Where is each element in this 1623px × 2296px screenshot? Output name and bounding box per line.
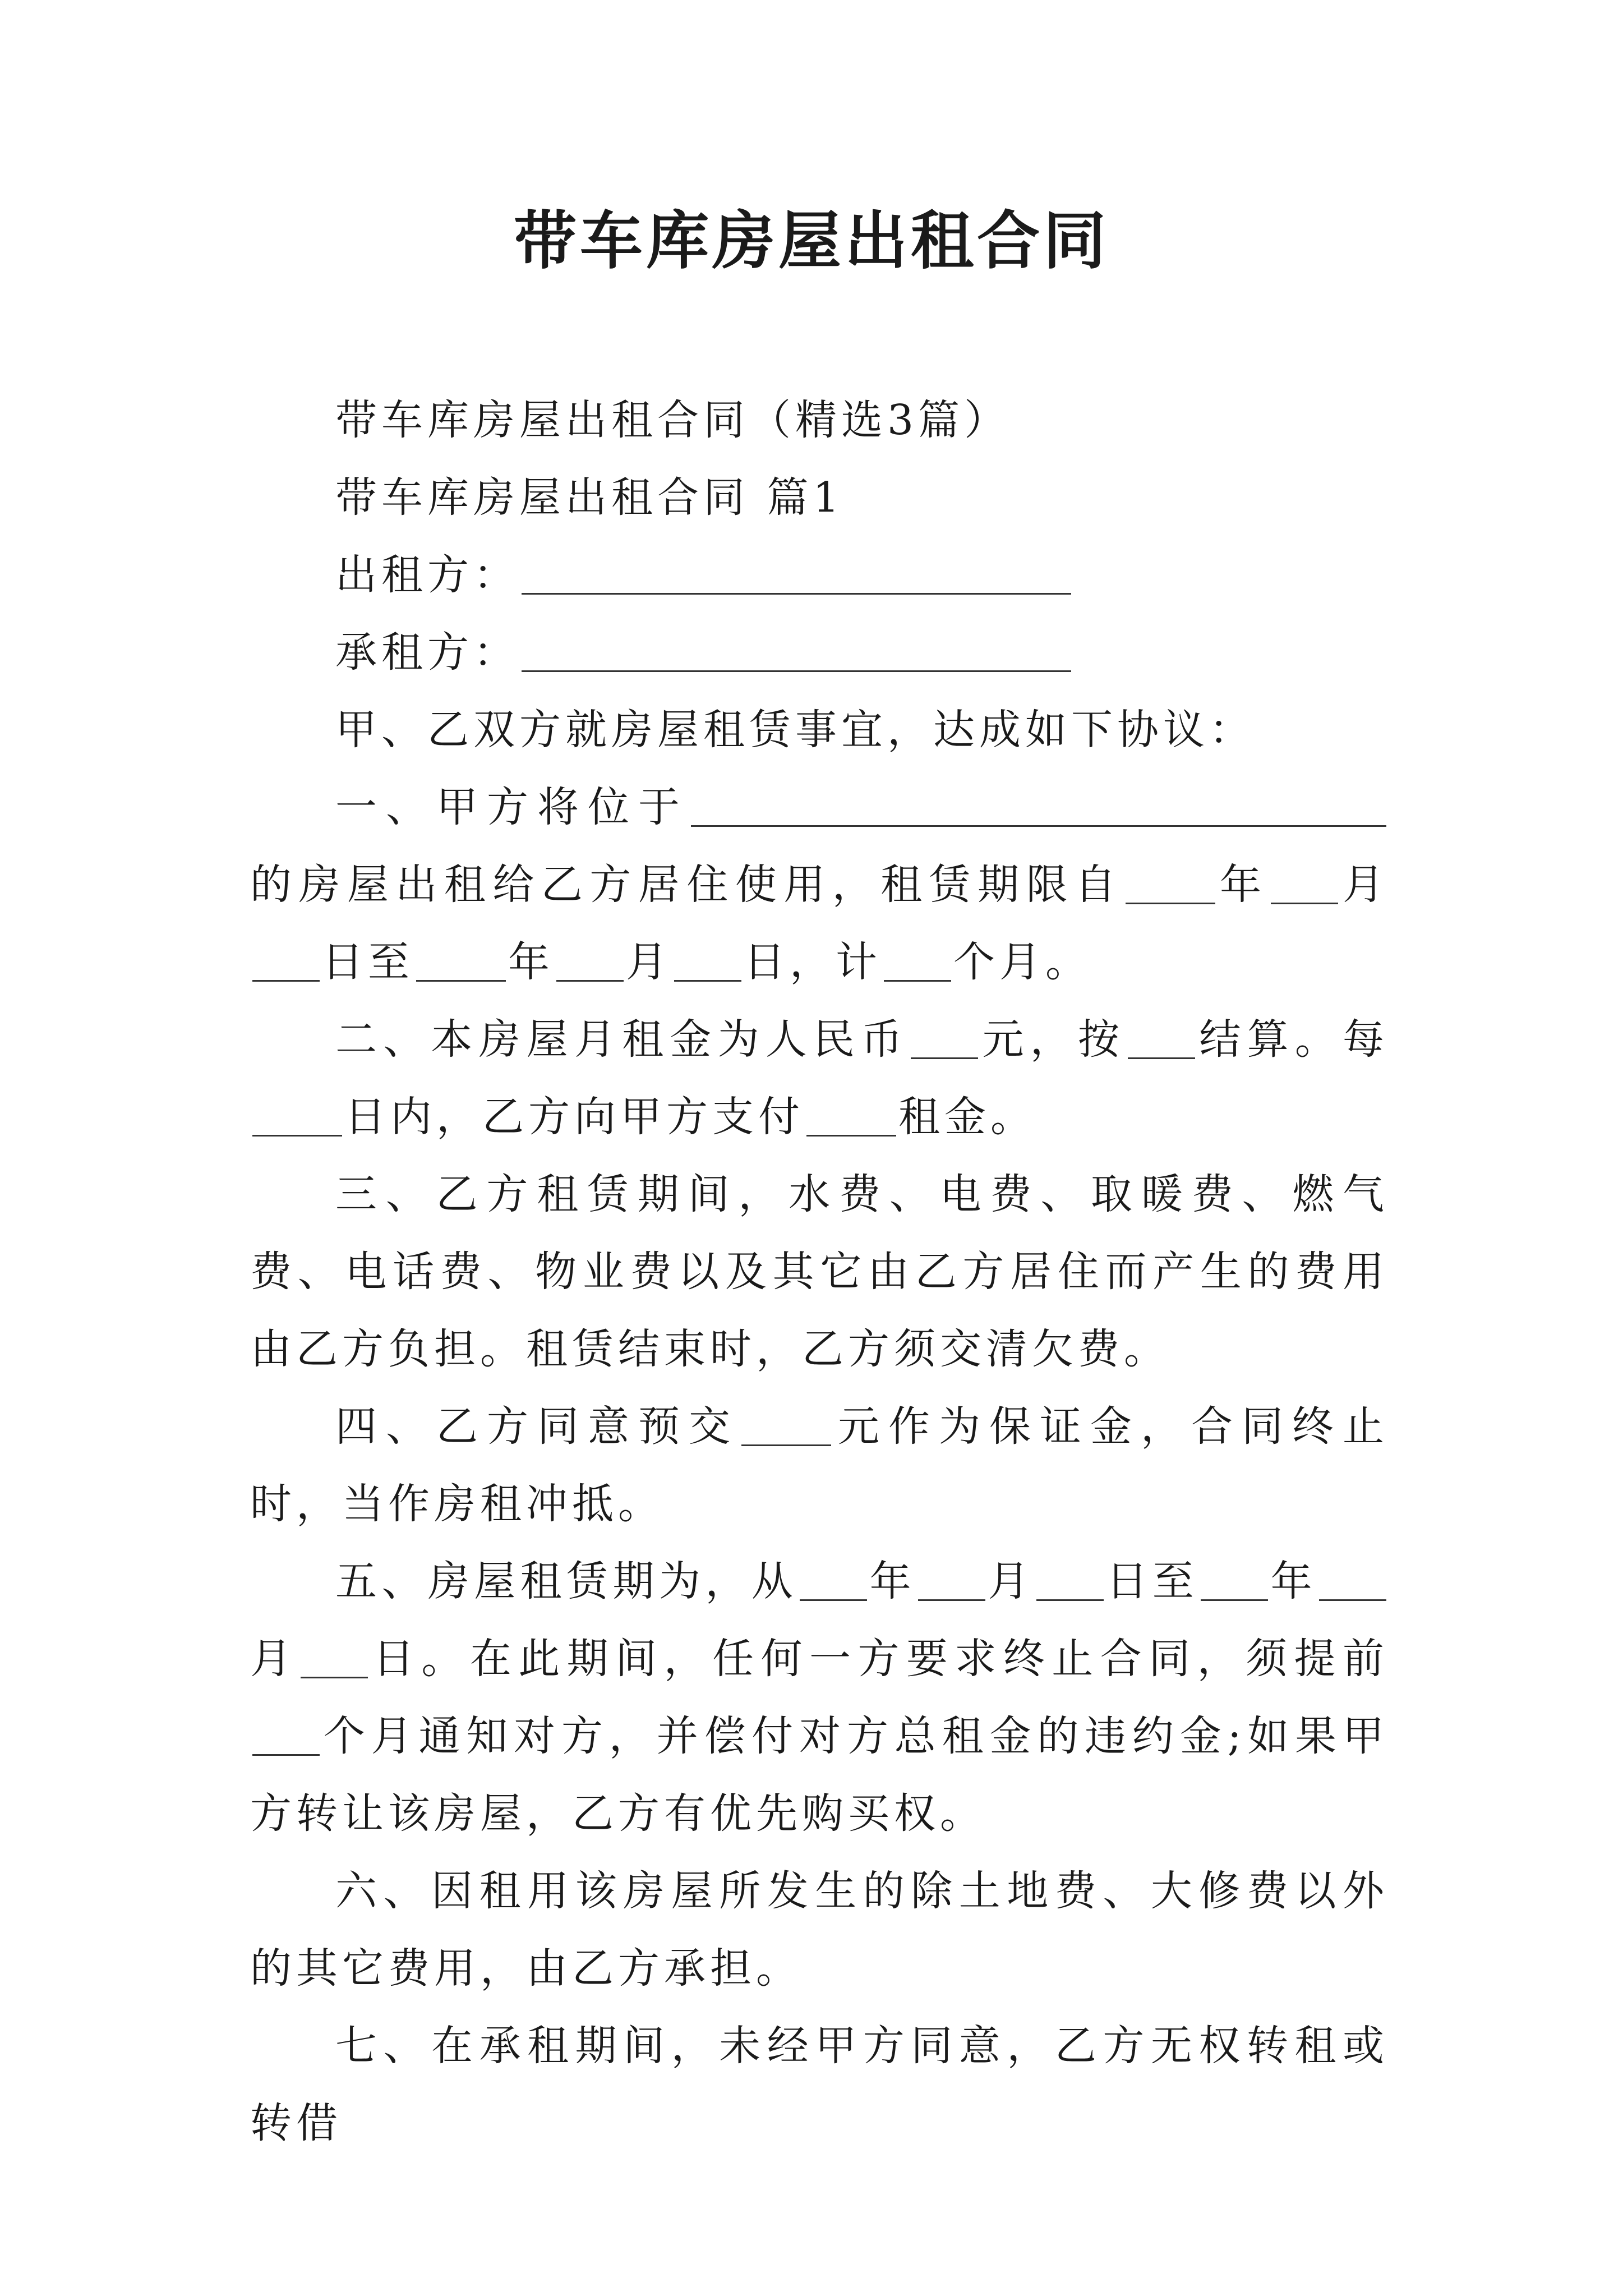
clause-5-text-e: 年 [1270,1557,1317,1605]
settlement-method-blank[interactable] [1128,1014,1195,1059]
clause-1-text-f: 年 [508,938,554,986]
clause-5-text-d: 日至 [1105,1557,1199,1605]
end-year-blank[interactable] [416,936,506,982]
lease-start-day-blank[interactable] [1036,1556,1104,1601]
lease-end-day-blank[interactable] [301,1633,368,1678]
end-month-blank[interactable] [556,936,624,982]
start-year-blank[interactable] [1126,859,1215,904]
clause-1-text-i: 个月。 [953,938,1091,986]
lessee-label: 承租方： [335,628,519,677]
lease-start-year-blank[interactable] [800,1556,867,1601]
clause-5-text-g: 日。在此期间，任何一方要求终止合同，须提前 [370,1635,1389,1683]
clause-7: 七、在承租期间，未经甲方同意，乙方无权转租或转借 [250,2022,1389,2147]
clause-1-text-d: 月 [1340,861,1389,909]
end-day-blank[interactable] [674,936,741,982]
months-count-blank[interactable] [884,936,951,982]
rent-amount-blank[interactable] [806,1091,896,1137]
deposit-amount-blank[interactable] [741,1401,831,1446]
clause-1-text-b: 的房屋出租给乙方居住使用，租赁期限自 [250,861,1123,909]
lease-end-year-blank[interactable] [1201,1556,1268,1601]
clause-2-text-e: 租金。 [898,1093,1036,1141]
lease-end-month-blank[interactable] [1319,1556,1386,1601]
clause-1-text-a: 一、甲方将位于 [335,783,689,831]
clause-3: 三、乙方租赁期间，水费、电费、取暖费、燃气费、电话费、物业费以及其它由乙方居住而产生的费用由乙方负担。租赁结束时，乙方须交清欠费。 [250,1170,1389,1373]
lessee-line [250,614,1389,691]
intro-line: 甲、乙双方就房屋租赁事宜，达成如下协议： [335,706,1255,754]
lease-start-month-blank[interactable] [918,1556,985,1601]
start-month-blank[interactable] [1271,859,1338,904]
clause-5-text-b: 年 [869,1557,916,1605]
clause-1-text-h: 日，计 [744,938,882,986]
clause-5-text-h: 个月通知对方，并偿付对方总租金的违约金;如果甲方转让该房屋，乙方有优先购买权。 [250,1712,1389,1838]
lessor-line [250,536,1389,614]
clause-1 [250,769,1389,1001]
lessor-label: 出租方： [335,551,519,599]
monthly-rent-blank[interactable] [911,1014,978,1059]
clause-5 [250,1543,1389,1852]
payment-period-blank[interactable] [252,1091,342,1137]
notice-months-blank[interactable] [252,1710,320,1756]
clause-1-text-g: 月 [626,938,672,986]
clause-5-text-f: 月 [250,1635,299,1683]
clause-2 [250,1001,1389,1156]
clause-2-text-a: 二、本房屋月租金为人民币 [335,1015,909,1064]
clause-2-text-c: 结算。每 [1197,1015,1389,1064]
start-day-blank[interactable] [252,936,320,982]
clause-4 [250,1388,1389,1543]
clause-1-text-e: 日至 [322,938,414,986]
clause-2-text-d: 日内，乙方向甲方支付 [344,1093,804,1141]
lessee-blank[interactable] [522,627,1071,672]
clause-1-text-c: 年 [1217,861,1269,909]
document-title: 带车库房屋出租合同 [514,204,1109,278]
document-body [250,381,1389,2162]
clause-5-text-a: 五、房屋租赁期为，从 [335,1557,798,1605]
lessor-blank[interactable] [522,549,1071,595]
clause-2-text-b: 元，按 [980,1015,1126,1064]
clause-6: 六、因租用该房屋所发生的除土地费、大修费以外的其它费用，由乙方承担。 [250,1867,1389,1993]
subtitle-line: 带车库房屋出租合同（精选3篇） [335,396,1011,444]
chapter-heading: 带车库房屋出租合同 篇1 [335,473,844,522]
clause-5-text-c: 月 [988,1557,1034,1605]
clause-4-text-b: 元作为保证金，合同终止时，当作房租冲抵。 [250,1402,1389,1528]
property-location-blank[interactable] [691,781,1386,827]
clause-4-text-a: 四、乙方同意预交 [335,1402,739,1451]
